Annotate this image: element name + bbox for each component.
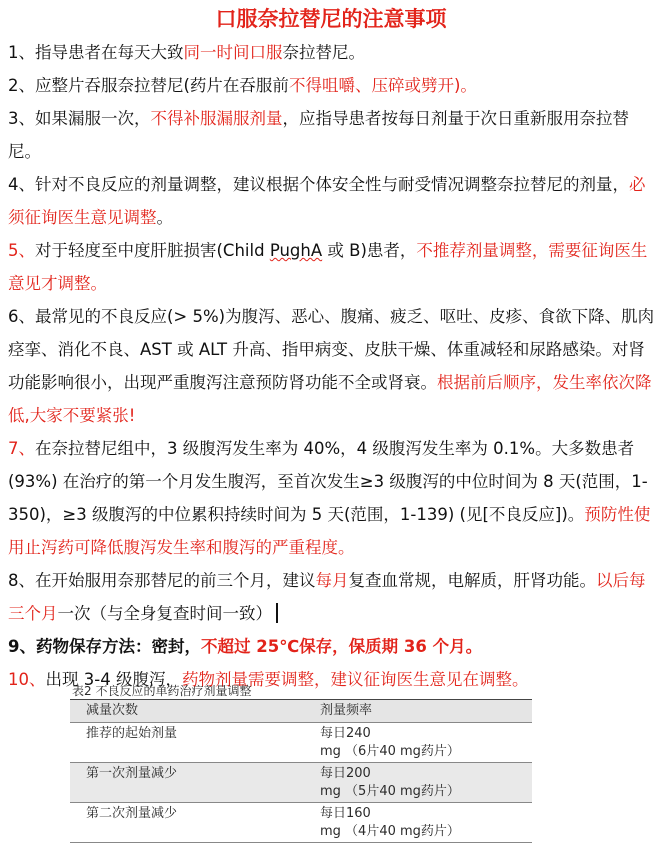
note-item-3: 3、如果漏服一次，不得补服漏服剂量，应指导患者按每日剂量于次日重新服用奈拉替尼。 [8,109,629,161]
note-item-6: 6、最常见的不良反应(> 5%)为腹泻、恶心、腹痛、疲乏、呕吐、皮疹、食欲下降、肌肉痉挛、消化不良、AST 或 ALT 升高、指甲病变、皮肤干燥、体重减轻和尿路感染。对肾功能影响很小，出现严重腹泻注意预防肾功能不全或肾衰。根据前后顺序，发生率依次降低,大家不要紧张! [8,307,655,425]
note-item-1: 1、指导患者在每天大致同一时间口服奈拉替尼。 [8,43,365,62]
note-item-7: 7、在奈拉替尼组中，3 级腹泻发生率为 40%，4 级腹泻发生率为 0.1%。大多数患者(93%) 在治疗的第一个月发生腹泻，至首次发生≥3 级腹泻的中位时间为 8 天(范围，1-350)，≥3 级腹泻的中位累积持续时间为 5 天(范围，1-139) (见[不良反应])。预防性使用止泻药可降低腹泻发生率和腹泻的严重程度。 [8,439,651,557]
note-item-4: 4、针对不良反应的剂量调整，建议根据个体安全性与耐受情况调整奈拉替尼的剂量，必须征询医生意见调整。 [8,175,646,227]
table-header-row [70,700,532,723]
dose-adjustment-table [70,683,532,839]
table-row: 第二次剂量减少 每日160 mg （4片40 mg药片） [70,803,532,843]
table-row: 推荐的起始剂量 每日240 mg （6片40 mg药片） [70,723,532,763]
note-item-2: 2、应整片吞服奈拉替尼(药片在吞服前不得咀嚼、压碎或劈开)。 [8,76,477,95]
page-title: 口服奈拉替尼的注意事项 [215,7,447,31]
table-header-cell: 剂量频率 [320,703,373,718]
table-row: 第一次剂量减少 每日200 mg （5片40 mg药片） [70,763,532,803]
note-item-8: 8、在开始服用奈那替尼的前三个月，建议每月复查血常规，电解质，肝肾功能。以后每三个月一次（与全身复查时间一致） [8,571,646,623]
table-caption: 表2 不良反应的单药治疗剂量调整 [72,684,252,698]
note-item-9: 9、药物保存方法：密封，不超过 25℃保存，保质期 36 个月。 [8,637,483,656]
note-item-10: 10、出现 3-4 级腹泻，药物剂量需要调整，建议征询医生意见在调整。 [8,670,529,689]
table-body [70,699,532,843]
text-cursor [276,603,278,623]
note-item-5: 5、对于轻度至中度肝脏损害(Child PughA 或 B)患者，不推荐剂量调整，需要征询医生意见才调整。 [8,241,648,293]
table-header-cell: 减量次数 [86,703,139,718]
notes-list [8,36,656,696]
